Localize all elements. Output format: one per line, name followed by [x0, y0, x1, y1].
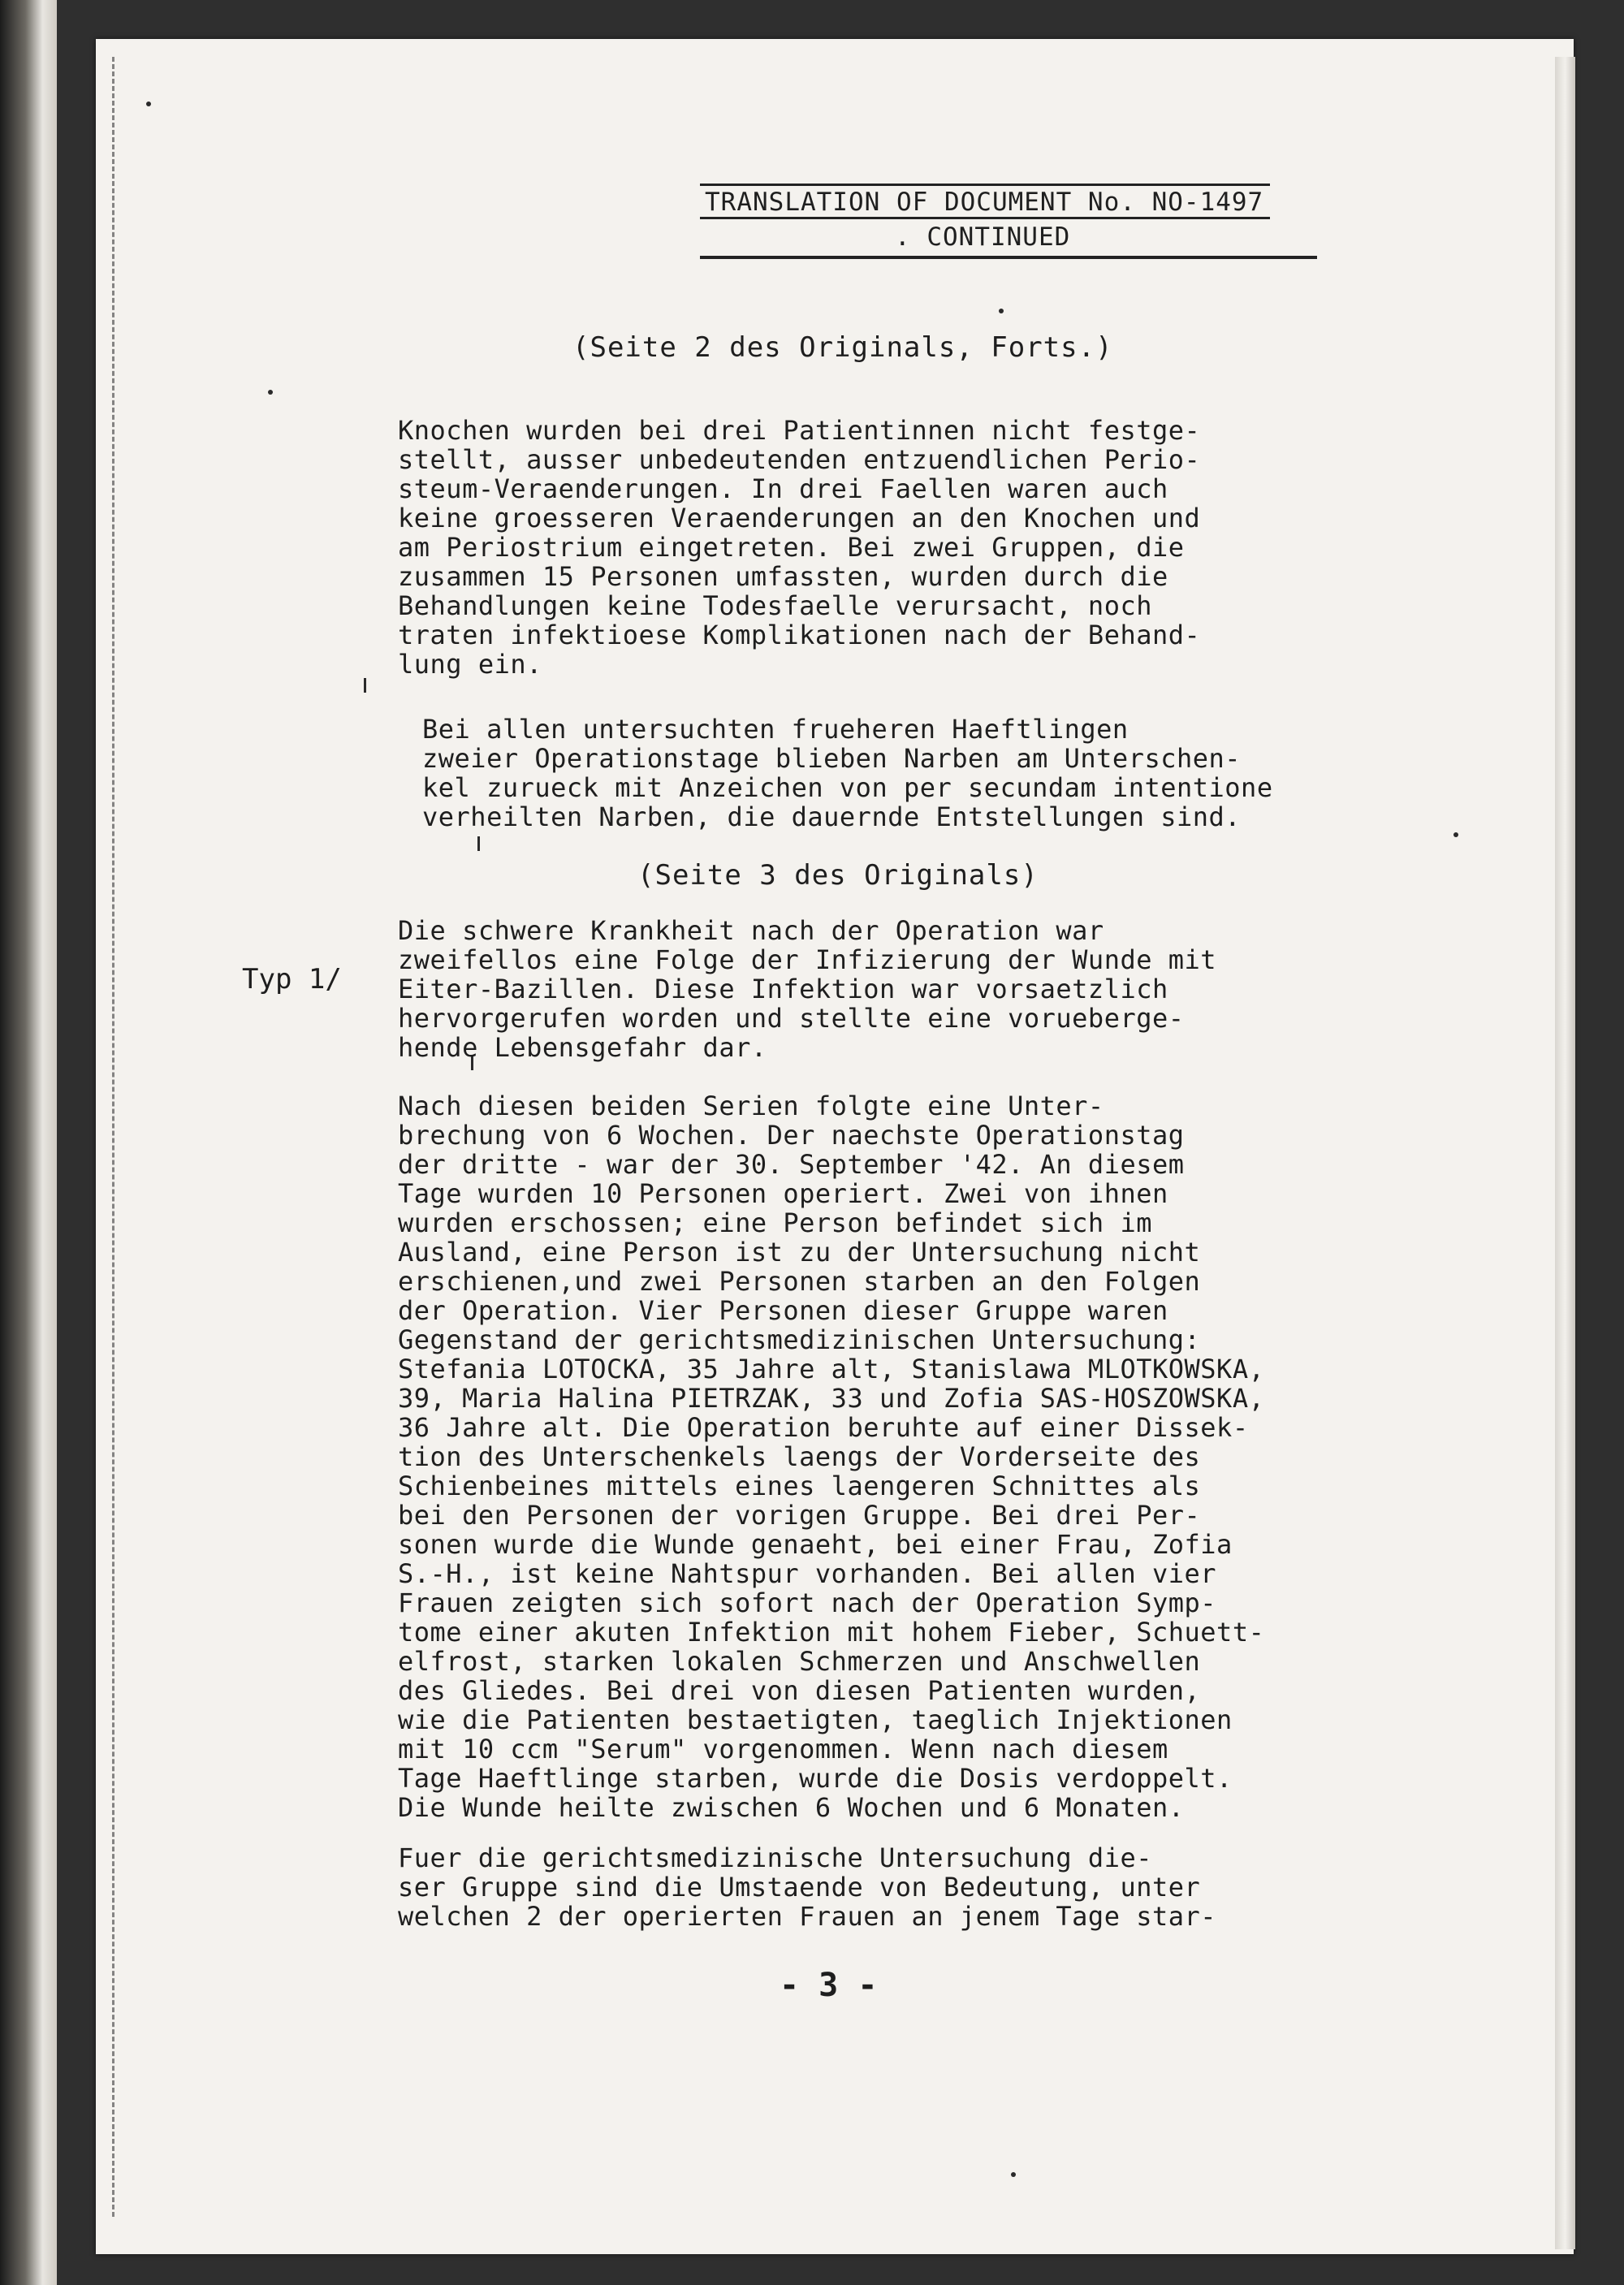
- header-continued: . CONTINUED: [895, 222, 1071, 252]
- left-page-edge: [0, 0, 57, 2285]
- paragraph-3: Die schwere Krankheit nach der Operation war zweifellos eine Folge der Infizierung der Wunde mit Eiter-Bazillen. Diese Infektion war vorsaetzlich hervorgerufen worden und stellte eine vorueberge- hende Lebensgefahr dar.: [398, 915, 1217, 1063]
- page-stack-edge: [1555, 57, 1575, 2249]
- margin-mark: [146, 102, 151, 106]
- paragraph-4: Nach diesen beiden Serien folgte eine Unter- brechung von 6 Wochen. Der naechste Operationstag der dritte - war der 30. September '42. An diesem Tage wurden 10 Personen operiert. Zwei von ihnen wurden erschossen; eine Person befindet sich im Ausland, eine Person ist zu der Untersuchung nicht erschienen,und zwei Personen starben an den Folgen der Operation. Vier Personen dieser Gruppe waren Gegenstand der gerichtsmedizinischen Untersuchung: Stefania LOTOCKA, 35 Jahre alt, Stanislawa MLOTKOWSKA, 39, Maria Halina PIETRZAK, 33 und Zofia SAS-HOSZOWSKA, 36 Jahre alt. Die Operation beruhte auf einer Dissek- tion des Unterschenkels laengs der Vorderseite des Schienbeines mittels eines laengeren Schnittes als bei den Personen der vorigen Gruppe. Bei drei Per- sonen wurde die Wunde genaeht, bei einer Frau, Zofia S.-H., ist keine Nahtspur vorhanden. Bei allen vier Frauen zeigten sich sofort nach der Operation Symp- tome einer akuten Infektion mit hohem Fieber, Schuett- elfrost, starken lokalen Schmerzen und Anschwellen des Gliedes. Bei drei von diesen Patienten wurden, wie die Patienten bestaetigten, taeglich Injektionen mit 10 ccm "Serum" vorgenommen. Wenn nach diesem Tage Haeftlinge starben, wurde die Dosis verdoppelt. Die Wunde heilte zwischen 6 Wochen und 6 Monaten.: [398, 1091, 1265, 1823]
- paragraph-1: Knochen wurden bei drei Patientinnen nicht festge- stellt, ausser unbedeutenden entzuendlichen Perio- steum-Veraenderungen. In drei Faellen waren auch keine groesseren Veraenderungen an den Knochen und am Periostrium eingetreten. Bei zwei Gruppen, die zusammen 15 Personen umfassten, wurden durch die Behandlungen keine Todesfaelle verursacht, noch traten infektioese Komplikationen nach der Behand- lung ein.: [398, 415, 1201, 680]
- margin-mark: [999, 309, 1004, 313]
- header-title: TRANSLATION OF DOCUMENT No. NO-1497: [700, 184, 1270, 219]
- section-heading-page-3: (Seite 3 des Originals): [637, 859, 1039, 892]
- margin-mark: [1011, 2172, 1016, 2177]
- document-header: [700, 184, 1270, 252]
- paragraph-5: Fuer die gerichtsmedizinische Untersuchung die- ser Gruppe sind die Umstaende von Bedeutung, unter welchen 2 der operierten Frauen an jenem Tage star-: [398, 1842, 1217, 1932]
- margin-mark: [364, 678, 366, 693]
- binding-margin-rule: [112, 57, 114, 2217]
- margin-mark: [477, 836, 480, 851]
- paragraph-2: Bei allen untersuchten frueheren Haeftlingen zweier Operationstage blieben Narben am Unterschen- kel zurueck mit Anzeichen von per secundam intentione verheilten Narben, die dauernde Entstellungen sind.: [422, 714, 1273, 832]
- section-heading-page-2: (Seite 2 des Originals, Forts.): [572, 331, 1113, 364]
- page-number: - 3 -: [780, 1967, 878, 2004]
- margin-mark: [1453, 832, 1458, 837]
- margin-mark: [268, 390, 273, 395]
- header-rule: [700, 256, 1317, 259]
- margin-note: Typ 1/: [242, 963, 342, 996]
